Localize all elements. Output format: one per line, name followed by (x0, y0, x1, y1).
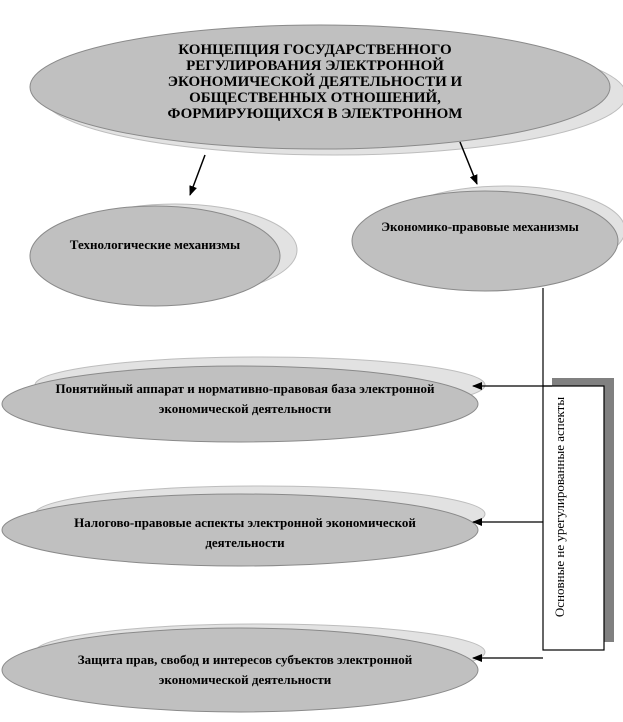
concept-title: КОНЦЕПЦИЯ ГОСУДАРСТВЕННОГО РЕГУЛИРОВАНИЯ ЭЛЕКТРОННОЙ ЭКОНОМИЧЕСКОЙ ДЕЯТЕЛЬНОСТИ И ОБЩЕСТВЕННЫХ ОТНОШЕНИЙ, ФОРМИРУЮЩИХСЯ В ЭЛЕКТРОННОМ (167, 42, 463, 122)
side-box-label: Основные не урегулированные аспекты (552, 396, 567, 618)
economic-legal-mechanisms-label: Экономико-правовые механизмы (381, 219, 579, 234)
aspect-label-1: Понятийный аппарат и нормативно-правовая база электронной экономической деятельности (55, 381, 435, 416)
technological-mechanisms-label: Технологические механизмы (69, 237, 241, 252)
aspect-label-3: Защита прав, свобод и интересов субъектов электронной экономической деятельности (77, 652, 413, 687)
arrow-to-technological (190, 155, 205, 195)
aspect-label-2: Налогово-правовые аспекты электронной экономической деятельности (74, 515, 416, 550)
